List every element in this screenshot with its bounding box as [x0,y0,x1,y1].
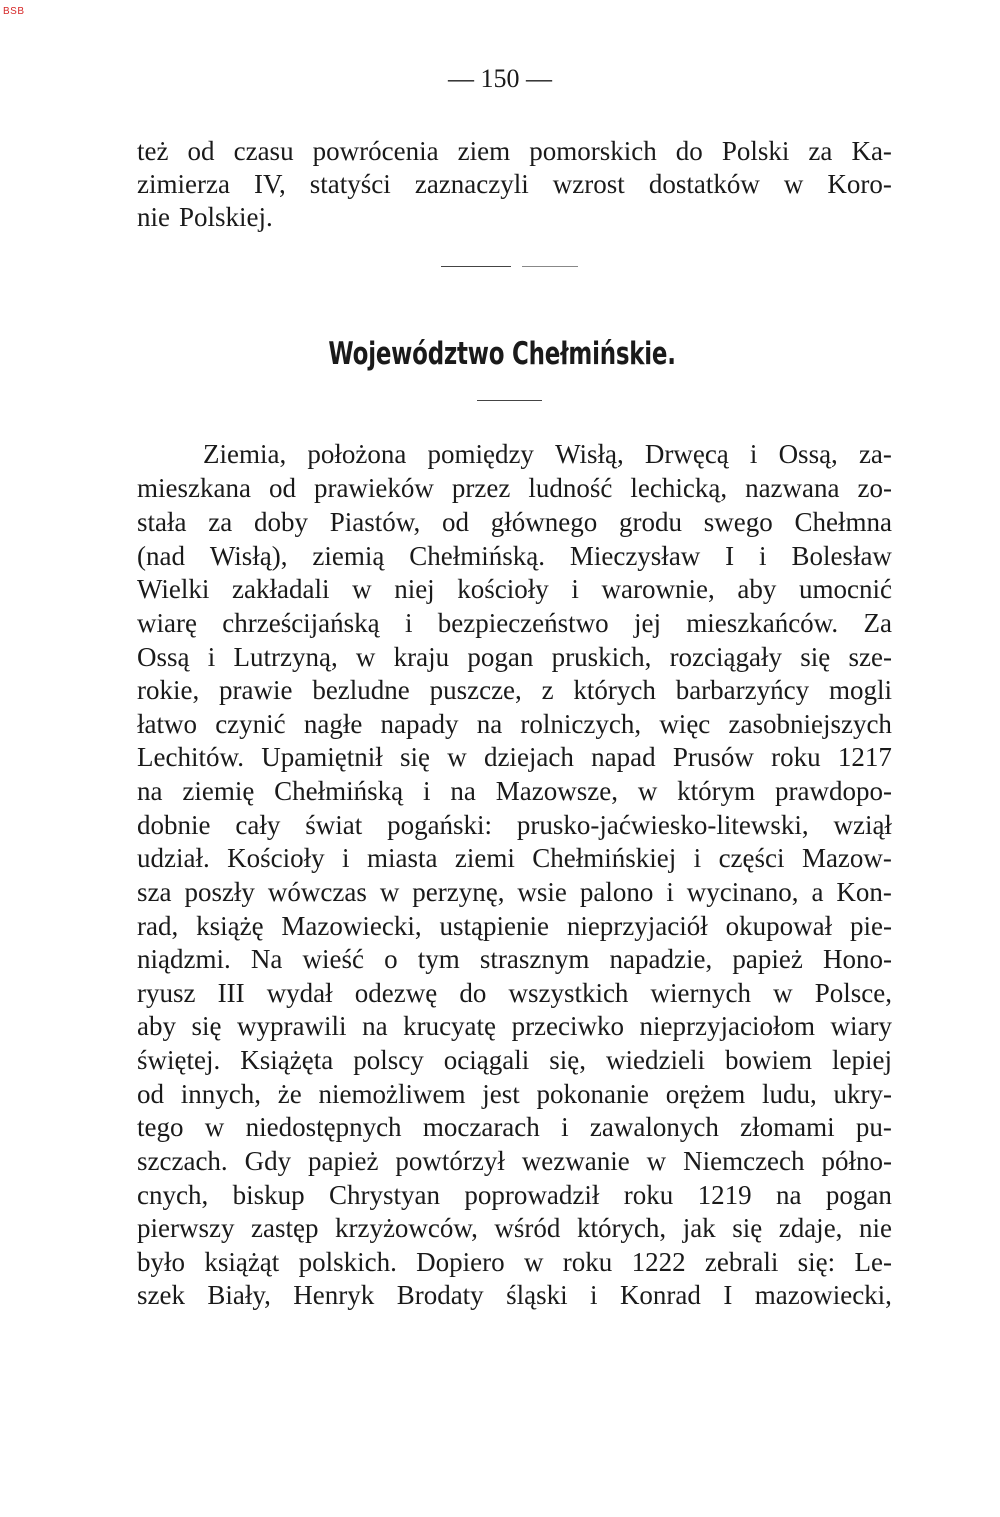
text-line [137,1278,892,1312]
text-line [137,606,892,640]
word: przez [451,473,511,503]
word: szek [137,1280,185,1310]
word: niemożliwem [318,1079,466,1109]
word: mieszkana [137,473,251,503]
word: wydał [266,978,333,1008]
word: o [384,944,398,974]
word: zaznaczyli [414,169,529,199]
word: więc [659,709,711,739]
word: ludu, [761,1079,817,1109]
word: za [808,136,833,166]
text-line [137,774,892,808]
word: rad, [137,911,179,941]
word: zebrali [704,1247,779,1277]
word: położona [307,439,407,469]
word: Kościoły [227,843,325,873]
word: wycinano, [686,877,799,907]
word: sze- [848,642,892,672]
word: śląski [506,1280,568,1310]
word: 1217 [837,742,892,772]
word: w [355,642,376,672]
word: Mazowiecki, [281,911,422,941]
word: w [773,978,793,1008]
text-line [137,167,892,201]
word: Gdy [244,1146,292,1176]
word: 1222 [631,1247,686,1277]
word: złomami [740,1112,835,1142]
word: tym [417,944,460,974]
word: ziemię [182,776,255,806]
word: a [811,877,824,907]
word: łatwo [137,709,197,739]
word: zasobniejszych [728,709,892,739]
word: Koro- [827,169,892,199]
word: prawie [219,675,293,705]
word: się [191,1011,222,1041]
text-line [137,1144,892,1178]
word: ociągali [443,1045,530,1075]
word: zakładali [232,574,330,604]
word: puszcze, [429,675,522,705]
word: wziął [833,810,892,840]
text-line [137,471,892,505]
text-line [137,1178,892,1212]
text-line [137,640,892,674]
word: rozciągały [669,642,782,672]
word: napad [591,742,656,772]
word: książąt [204,1247,280,1277]
word: Hono- [822,944,892,974]
word: wiarę [137,608,197,638]
text-line [137,740,892,774]
word: Henryk [293,1280,375,1310]
word: że [277,1079,302,1109]
section-heading: Województwo Chełmińskie. [328,336,676,372]
word: prusko-jaćwiesko-litewski, [516,810,809,840]
word: wszystkich [508,978,629,1008]
word: się [800,642,831,672]
word: się [399,742,430,772]
word: wyprawili [237,1011,347,1041]
word: (nad [137,541,185,571]
word: wówczas [267,877,367,907]
word: powrócenia [312,136,439,166]
word: na [362,1011,388,1041]
word: w [204,1112,225,1142]
word: z [541,675,554,705]
word: innych, [180,1079,262,1109]
word: wśród [494,1213,561,1243]
word: głównego [490,507,598,537]
word: swego [703,507,773,537]
word: roku [623,1180,674,1210]
word: statyści [309,169,391,199]
word: poprowadził [464,1180,600,1210]
word: od [137,1079,164,1109]
word: kraju [393,642,450,672]
word: pogan [467,642,534,672]
word: ludność [528,473,613,503]
word: jak [682,1213,716,1243]
word: w [646,1146,667,1176]
word: było [137,1247,186,1277]
word: papież [308,1146,379,1176]
word: Chełmińską. [409,541,545,571]
word: krucyatę [403,1011,497,1041]
word: wzrost [552,169,625,199]
word: i [571,574,579,604]
word: sza [137,877,172,907]
text-line [137,841,892,875]
word: III [217,978,245,1008]
word: krzyżowców, [334,1213,478,1243]
word: i [207,642,216,672]
word: i [666,877,674,907]
text-line [137,942,892,976]
word: Ossą [137,642,190,672]
word: poszły [184,877,255,907]
word: Lechitów. [137,742,244,772]
text-line [137,707,892,741]
word: części [718,843,785,873]
word: bezpieczeństwo [437,608,609,638]
word: palono [579,877,654,907]
word: i [749,439,758,469]
word: aby [737,574,777,604]
word: przeciwko [511,1011,625,1041]
word: Bolesław [791,541,892,571]
word: odezwę [354,978,438,1008]
word: Chełmińskiej [532,843,677,873]
word: niądzmi. [137,944,231,974]
page-number: — 150 — [448,64,552,93]
word: i [561,1112,569,1142]
word: świat [305,810,363,840]
word: orężem [665,1079,746,1109]
text-line [203,437,892,471]
word: Wisłą), [209,541,288,571]
word: półno- [821,1146,892,1176]
word: polskich. [298,1247,397,1277]
word: niedostępnych [245,1112,402,1142]
text-line [137,572,892,606]
text-line [137,505,892,539]
word: wsie [517,877,567,907]
word: i [423,776,431,806]
word: tego [137,1112,184,1142]
text-line [137,1077,892,1111]
word: zastęp [250,1213,319,1243]
word: perzynę, [412,877,505,907]
word: barbarzyńcy [675,675,810,705]
word: do [675,136,703,166]
text-line [137,134,892,168]
word: napadzie, [609,944,713,974]
word: i [590,1280,598,1310]
word: zimierza [137,169,230,199]
text-line [137,875,892,909]
word: kościoły [457,574,549,604]
word: Książęta [240,1045,334,1075]
word: Wisłą, [555,439,624,469]
word: aby [137,1011,176,1041]
text-line [137,976,892,1010]
word: udział. [137,843,210,873]
word: chrześcijańską [222,608,380,638]
word: w [637,776,658,806]
word: do [459,978,487,1008]
word: Ossą, [778,439,838,469]
word: Dopiero [416,1247,505,1277]
word: zdaje, [778,1213,843,1243]
word: Na [250,944,283,974]
word: też [137,136,169,166]
heading-rule [477,400,542,401]
word: pierwszy [137,1213,235,1243]
word: się: [797,1247,836,1277]
word: i [693,843,702,873]
word: jej [633,608,661,638]
word: czasu [233,136,294,166]
word: mogli [828,675,892,705]
library-stamp: BSB [3,6,25,17]
word: i [342,843,350,873]
word: I [725,541,735,571]
word: biskup [232,1180,305,1210]
word: zawalonych [589,1112,719,1142]
text-line [137,1211,892,1245]
word: warownie, [601,574,715,604]
word: grodu [618,507,682,537]
word: mieszkańców. [686,608,839,638]
word: nieprzyjaciół [566,911,708,941]
word: Le- [854,1247,892,1277]
word: od [187,136,215,166]
word: jest [482,1079,520,1109]
word: w [523,1247,544,1277]
word: doby [253,507,308,537]
word: pogański: [387,810,493,840]
word: okupował [725,911,833,941]
word: których [573,675,656,705]
word: od [268,473,296,503]
word: Chełmna [794,507,892,537]
word: Lutrzyną, [233,642,338,672]
word: roku [562,1247,613,1277]
word: Brodaty [396,1280,484,1310]
text-line [137,1009,892,1043]
text-line [137,1245,892,1279]
word: Chełmińską [274,776,404,806]
section-divider [441,266,511,267]
word: zo- [857,473,892,503]
word: ryusz [137,978,196,1008]
word: wieść [302,944,364,974]
text-line [137,808,892,842]
word: Mieczysław [569,541,701,571]
word: pie- [849,911,892,941]
word: i [759,541,767,571]
word: prawieków [313,473,434,503]
word: Za [863,608,892,638]
word: miasta [366,843,438,873]
word: pruskich, [551,642,652,672]
word: których, [576,1213,667,1243]
word: Ka- [851,136,892,166]
word: wezwanie [521,1146,630,1176]
word: się, [549,1045,586,1075]
word: nieprzyjaciołom [639,1011,815,1041]
word: nagłe [303,709,363,739]
word: pogan [825,1180,892,1210]
word: Chrystyan [329,1180,441,1210]
word: lechicką, [630,473,728,503]
word: lepiej [831,1045,892,1075]
word: bowiem [724,1045,812,1075]
word: I [723,1280,733,1310]
word: Upamiętnił [261,742,383,772]
word: na [476,709,503,739]
text-line [137,1043,892,1077]
word: nazwana [745,473,840,503]
word: w [379,877,400,907]
word: niej [394,574,435,604]
word: Biały, [207,1280,271,1310]
word: Polsce, [814,978,892,1008]
word: w [783,169,804,199]
word: 1219 [697,1180,752,1210]
word: Polskiej. [179,202,273,232]
word: którym [677,776,756,806]
word: roku [771,742,821,772]
word: dobnie [137,810,211,840]
section-divider [522,266,578,267]
word: cnych, [137,1180,209,1210]
word: pomiędzy [427,439,534,469]
word: świętej. [137,1045,221,1075]
word: i [404,608,413,638]
word: papież [732,944,803,974]
word: ziemi [454,843,515,873]
word: ziem [457,136,511,166]
text-line [137,673,892,707]
word: Konrad [619,1280,701,1310]
word: Mazowsze, [495,776,618,806]
word: ziemią [312,541,385,571]
word: na [137,776,163,806]
word: się [732,1213,763,1243]
word: moczarach [422,1112,540,1142]
text-line [137,1110,892,1144]
word: pomorskich [529,136,657,166]
word: wiary [830,1011,892,1041]
text-line [137,909,892,943]
word: Ziemia, [203,439,287,469]
word: IV, [253,169,286,199]
word: cały [235,810,281,840]
word: pokonanie [536,1079,649,1109]
text-line [137,200,892,234]
word: stała [137,507,187,537]
word: za- [858,439,892,469]
word: wiernych [650,978,752,1008]
word: w [352,574,372,604]
word: powtórzył [395,1146,505,1176]
word: Piastów, [329,507,421,537]
word: Polski [721,136,790,166]
word: bezludne [312,675,410,705]
word: na [776,1180,802,1210]
word: wiedzieli [605,1045,705,1075]
word: umocnić [798,574,892,604]
word: Mazow- [801,843,892,873]
word: za [208,507,233,537]
word: mazowiecki, [754,1280,892,1310]
word: ukry- [833,1079,892,1109]
word: pu- [855,1112,892,1142]
word: prawdopo- [775,776,892,806]
word: nie [137,202,170,232]
word: szczach. [137,1146,228,1176]
word: na [450,776,476,806]
word: polscy [353,1045,424,1075]
word: Prusów [672,742,754,772]
word: od [441,507,469,537]
text-line [137,539,892,573]
word: Niemczech [683,1146,805,1176]
word: strasznym [479,944,590,974]
word: książę [196,911,264,941]
word: Kon- [836,877,892,907]
word: Wielki [137,574,210,604]
word: czynić [215,709,286,739]
word: napady [380,709,459,739]
word: rolniczych, [520,709,642,739]
word: dostatków [648,169,760,199]
word: rokie, [137,675,200,705]
word: w [447,742,467,772]
word: nie [858,1213,892,1243]
word: ustąpienie [439,911,549,941]
word: Drwęcą [644,439,729,469]
word: dziejach [483,742,574,772]
